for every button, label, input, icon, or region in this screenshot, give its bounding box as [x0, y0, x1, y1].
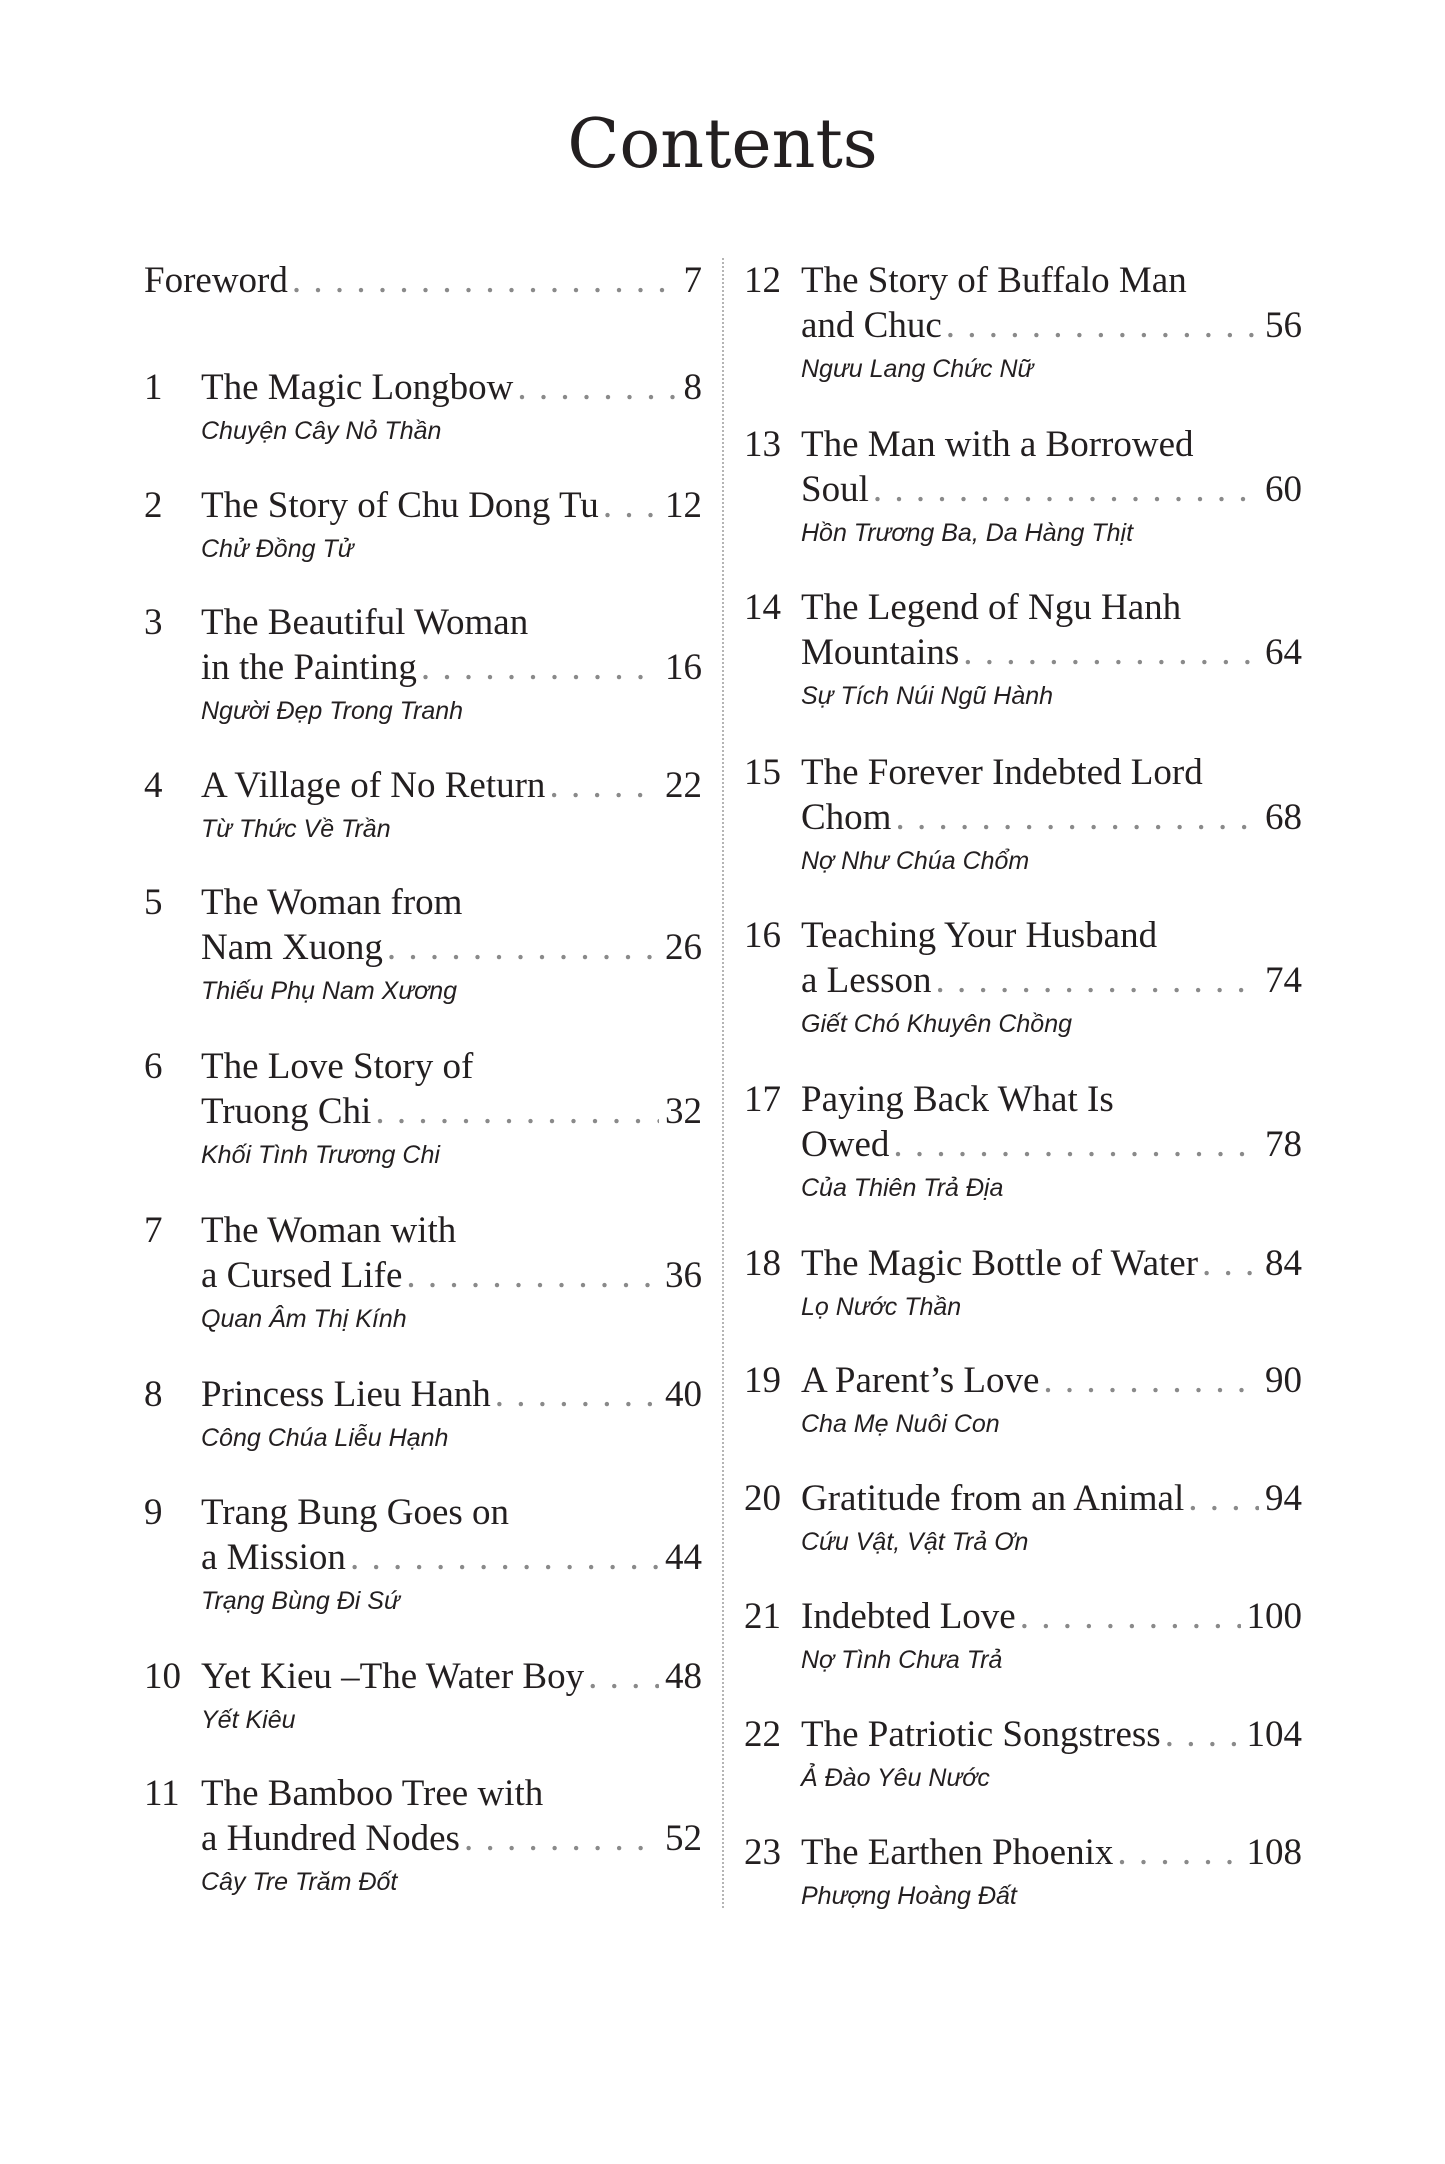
toc-entry[interactable] [144, 1208, 702, 1336]
entry-number: 11 [144, 1773, 180, 1814]
entry-vietnamese-title: Thiếu Phụ Nam Xương [201, 977, 458, 1005]
toc-entry[interactable] [144, 600, 702, 728]
toc-entry[interactable] [744, 1594, 1302, 1677]
dot-leader [1202, 1241, 1259, 1286]
toc-entry[interactable] [144, 483, 702, 566]
entry-title: Soul [801, 469, 869, 510]
toc-entry[interactable] [744, 913, 1302, 1041]
entry-vietnamese-title: Chử Đồng Tử [201, 535, 354, 563]
entry-title: The Story of Chu Dong Tu [201, 485, 599, 526]
entry-title: Teaching Your Husband [801, 915, 1158, 956]
entry-page: 60 [1265, 469, 1302, 510]
dot-leader [421, 645, 659, 690]
entry-vietnamese-title: Ả Đào Yêu Nước [801, 1764, 990, 1792]
entry-vietnamese-title: Cha Mẹ Nuôi Con [801, 1410, 1000, 1438]
entry-page: 36 [665, 1255, 702, 1296]
entry-number: 6 [144, 1046, 163, 1087]
entry-vietnamese-title: Nợ Tình Chưa Trả [801, 1646, 1003, 1674]
entry-title: The Patriotic Songstress [801, 1714, 1161, 1755]
toc-entry[interactable] [744, 1830, 1302, 1913]
dot-leader [406, 1253, 659, 1298]
entry-title: a Cursed Life [201, 1255, 403, 1296]
dot-leader [292, 258, 678, 303]
entry-title: Mountains [801, 632, 960, 673]
entry-number: 20 [744, 1478, 781, 1519]
entry-title: The Story of Buffalo Man [801, 260, 1187, 301]
entry-number: 13 [744, 424, 781, 465]
entry-number: 22 [744, 1714, 781, 1755]
entry-page: 84 [1265, 1243, 1302, 1284]
entry-page: 48 [665, 1656, 702, 1697]
entry-page: 12 [665, 485, 702, 526]
entry-title: The Legend of Ngu Hanh [801, 587, 1182, 628]
entry-vietnamese-title: Quan Âm Thị Kính [201, 1305, 407, 1333]
toc-entry[interactable] [144, 1372, 702, 1455]
entry-title: The Beautiful Woman [201, 602, 529, 643]
entry-vietnamese-title: Khối Tình Trương Chi [201, 1141, 440, 1169]
entry-page: 22 [665, 765, 702, 806]
toc-entry[interactable] [144, 1490, 702, 1618]
dot-leader [895, 795, 1259, 840]
entry-number: 18 [744, 1243, 781, 1284]
entry-number: 17 [744, 1079, 781, 1120]
toc-entry-foreword[interactable] [144, 258, 702, 303]
toc-entry[interactable] [144, 1044, 702, 1172]
entry-page: 40 [665, 1374, 702, 1415]
entry-title: and Chuc [801, 305, 942, 346]
entry-vietnamese-title: Trạng Bùng Đi Sứ [201, 1587, 400, 1615]
dot-leader [936, 958, 1260, 1003]
toc-entry[interactable] [744, 422, 1302, 550]
entry-vietnamese-title: Phượng Hoàng Đất [801, 1882, 1017, 1910]
entry-page: 68 [1265, 797, 1302, 838]
entry-vietnamese-title: Của Thiên Trả Địa [801, 1174, 1004, 1202]
dot-leader [517, 365, 677, 410]
dot-leader [464, 1816, 659, 1861]
entry-page: 8 [683, 367, 702, 408]
entry-vietnamese-title: Ngưu Lang Chức Nữ [801, 355, 1034, 383]
entry-title: The Woman with [201, 1210, 457, 1251]
dot-leader [549, 763, 659, 808]
entry-page: 26 [665, 927, 702, 968]
entry-number: 7 [144, 1210, 163, 1251]
entry-title: Princess Lieu Hanh [201, 1374, 491, 1415]
entry-title: A Village of No Return [201, 765, 546, 806]
entry-number: 15 [744, 752, 781, 793]
entry-title: Owed [801, 1124, 890, 1165]
dot-leader [375, 1089, 659, 1134]
entry-page: 90 [1265, 1360, 1302, 1401]
dot-leader [1020, 1594, 1241, 1639]
entry-page: 32 [665, 1091, 702, 1132]
dot-leader [1165, 1712, 1241, 1757]
entry-title: The Man with a Borrowed [801, 424, 1194, 465]
entry-title: The Love Story of [201, 1046, 474, 1087]
entry-number: 16 [744, 915, 781, 956]
dot-leader [350, 1535, 659, 1580]
toc-entry[interactable] [744, 1241, 1302, 1324]
entry-page: 94 [1265, 1478, 1302, 1519]
entry-title: a Mission [201, 1537, 346, 1578]
entry-page: 56 [1265, 305, 1302, 346]
entry-title: Trang Bung Goes on [201, 1492, 510, 1533]
page-title: Contents [567, 105, 878, 184]
entry-title: Nam Xuong [201, 927, 383, 968]
entry-number: 10 [144, 1656, 181, 1697]
entry-vietnamese-title: Cây Tre Trăm Đốt [201, 1868, 398, 1896]
entry-vietnamese-title: Người Đẹp Trong Tranh [201, 697, 464, 725]
toc-entry[interactable] [144, 1771, 702, 1899]
entry-page: 52 [665, 1818, 702, 1859]
dot-leader [1043, 1358, 1259, 1403]
entry-number: 14 [744, 587, 781, 628]
toc-entry[interactable] [744, 585, 1302, 713]
entry-title: Paying Back What Is [801, 1079, 1114, 1120]
entry-number: 21 [744, 1596, 781, 1637]
entry-title: The Woman from [201, 882, 463, 923]
toc-entry[interactable] [744, 750, 1302, 878]
toc-entry[interactable] [744, 1358, 1302, 1441]
entry-page: 74 [1265, 960, 1302, 1001]
entry-vietnamese-title: Chuyện Cây Nỏ Thần [201, 417, 442, 445]
entry-title: Foreword [144, 260, 288, 301]
entry-title: Truong Chi [201, 1091, 372, 1132]
toc-entry[interactable] [144, 880, 702, 1008]
entry-page: 7 [683, 260, 702, 301]
entry-title: The Magic Bottle of Water [801, 1243, 1199, 1284]
entry-title: The Forever Indebted Lord [801, 752, 1203, 793]
dot-leader [588, 1654, 659, 1699]
dot-leader [1188, 1476, 1259, 1521]
entry-title: Gratitude from an Animal [801, 1478, 1185, 1519]
dot-leader [387, 925, 659, 970]
dot-leader [963, 630, 1259, 675]
dot-leader [873, 467, 1259, 512]
entry-title: a Hundred Nodes [201, 1818, 460, 1859]
entry-number: 9 [144, 1492, 163, 1533]
entry-page: 64 [1265, 632, 1302, 673]
entry-title: Chom [801, 797, 892, 838]
entry-number: 8 [144, 1374, 163, 1415]
entry-vietnamese-title: Sự Tích Núi Ngũ Hành [801, 682, 1054, 710]
entry-title: Indebted Love [801, 1596, 1016, 1637]
toc-entry[interactable] [744, 1077, 1302, 1205]
entry-number: 5 [144, 882, 163, 923]
entry-number: 23 [744, 1832, 781, 1873]
dot-leader [603, 483, 659, 528]
entry-page: 78 [1265, 1124, 1302, 1165]
entry-vietnamese-title: Giết Chó Khuyên Chồng [801, 1010, 1073, 1038]
entry-title: in the Painting [201, 647, 417, 688]
entry-page: 44 [665, 1537, 702, 1578]
entry-vietnamese-title: Yết Kiêu [201, 1706, 296, 1734]
entry-number: 3 [144, 602, 163, 643]
toc-entry[interactable] [744, 258, 1302, 386]
entry-number: 19 [744, 1360, 781, 1401]
entry-vietnamese-title: Từ Thức Về Trần [201, 815, 391, 843]
toc-entry[interactable] [744, 1712, 1302, 1795]
entry-title: The Bamboo Tree with [201, 1773, 544, 1814]
dot-leader [1117, 1830, 1240, 1875]
entry-title: The Magic Longbow [201, 367, 514, 408]
toc-entry[interactable] [144, 763, 702, 846]
entry-vietnamese-title: Nợ Như Chúa Chổm [801, 847, 1030, 875]
entry-vietnamese-title: Hồn Trương Ba, Da Hàng Thịt [801, 519, 1134, 547]
column-divider [722, 258, 724, 1908]
entry-page: 104 [1246, 1714, 1302, 1755]
entry-number: 1 [144, 367, 163, 408]
dot-leader [893, 1122, 1259, 1167]
entry-number: 4 [144, 765, 163, 806]
entry-number: 2 [144, 485, 163, 526]
dot-leader [495, 1372, 659, 1417]
entry-title: The Earthen Phoenix [801, 1832, 1114, 1873]
toc-entry[interactable] [144, 1654, 702, 1737]
entry-page: 16 [665, 647, 702, 688]
entry-title: Yet Kieu –The Water Boy [201, 1656, 585, 1697]
entry-number: 12 [744, 260, 781, 301]
dot-leader [946, 303, 1259, 348]
entry-page: 108 [1246, 1832, 1302, 1873]
entry-page: 100 [1246, 1596, 1302, 1637]
entry-vietnamese-title: Lọ Nước Thần [801, 1293, 962, 1321]
toc-entry[interactable] [144, 365, 702, 448]
entry-vietnamese-title: Công Chúa Liễu Hạnh [201, 1424, 449, 1452]
entry-vietnamese-title: Cứu Vật, Vật Trả Ơn [801, 1528, 1029, 1556]
entry-title: a Lesson [801, 960, 932, 1001]
entry-title: A Parent’s Love [801, 1360, 1040, 1401]
toc-entry[interactable] [744, 1476, 1302, 1559]
